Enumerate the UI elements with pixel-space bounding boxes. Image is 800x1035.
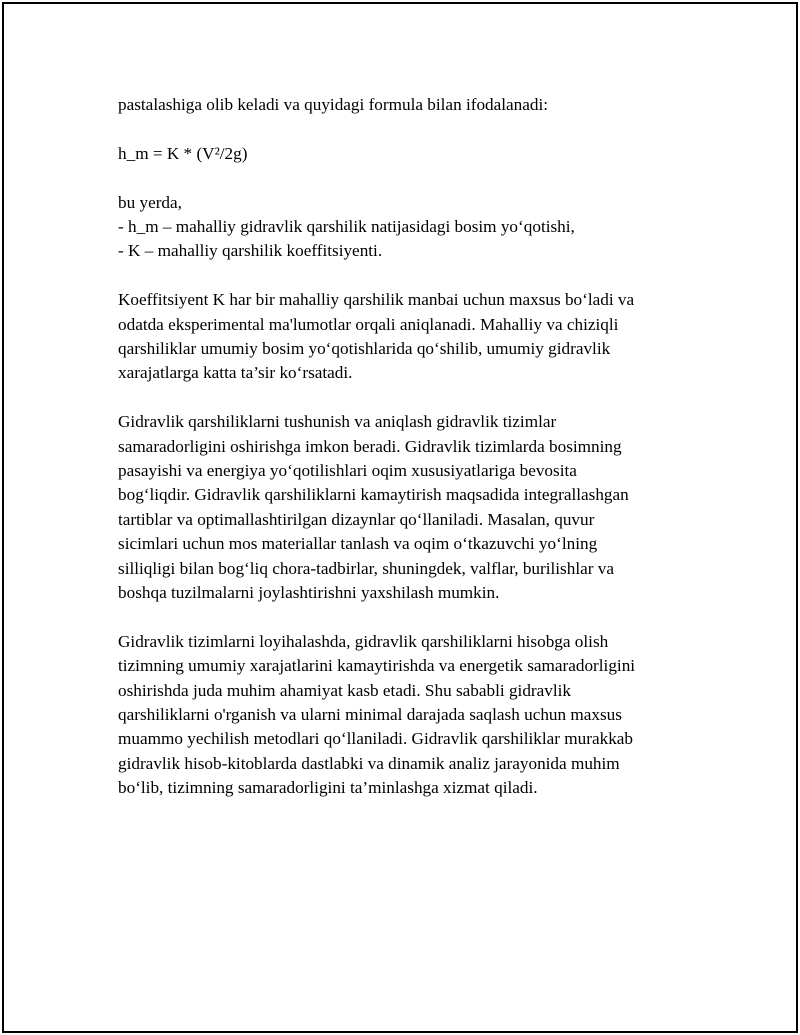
document-body [118, 93, 708, 801]
paragraph-line: qarshiliklarni o'rganish va ularni minimal darajada saqlash uchun maxsus [118, 705, 622, 725]
paragraph-gap [118, 166, 708, 190]
intro-paragraph [118, 93, 708, 117]
paragraph-line: Gidravlik tizimlarni loyihalashda, gidravlik qarshiliklarni hisobga olish [118, 631, 609, 651]
paragraph-gap [118, 117, 708, 141]
paragraph-line: bog‘liqdir. Gidravlik qarshiliklarni kamaytirish maqsadida integrallashgan [118, 485, 629, 505]
paragraph-line: oshirishda juda muhim ahamiyat kasb etadi. Shu sababli gidravlik [118, 680, 572, 700]
paragraph-line: boshqa tuzilmalarni joylashtirishni yaxshilash mumkin. [118, 583, 500, 603]
paragraph-line: tartiblar va optimallashtirilgan dizaynlar qo‘llaniladi. Masalan, quvur [118, 509, 595, 529]
paragraph-gap [118, 386, 708, 410]
paragraph-line: bo‘lib, tizimning samaradorligini ta’minlashga xizmat qiladi. [118, 778, 538, 798]
definition-item-k: - K – mahalliy qarshilik koeffitsiyenti. [118, 241, 383, 261]
paragraph-line: samaradorligini oshirishga imkon beradi. Gidravlik tizimlarda bosimning [118, 436, 622, 456]
paragraph-line: pasayishi va energiya yo‘qotilishlari oqim xususiyatlariga bevosita [118, 461, 577, 481]
paragraph-line: gidravlik hisob-kitoblarda dastlabki va dinamik analiz jarayonida muhim [118, 753, 620, 773]
paragraph-line: qarshiliklar umumiy bosim yo‘qotishlarida qo‘shilib, umumiy gidravlik [118, 339, 611, 359]
formula: h_m = K * (V²/2g) [118, 143, 248, 163]
intro-line: pastalashiga olib keladi va quyidagi formula bilan ifodalanadi: [118, 95, 549, 114]
definition-item-h-m: - h_m – mahalliy gidravlik qarshilik natijasidagi bosim yo‘qotishi, [118, 217, 575, 236]
definitions-lead: bu yerda, [118, 192, 182, 212]
paragraph-line: xarajatlarga katta ta’sir ko‘rsatadi. [118, 363, 353, 383]
paragraph-line: silliqligi bilan bog‘liq chora-tadbirlar, shuningdek, valflar, burilishlar va [118, 558, 614, 578]
paragraph-line: Koeffitsiyent K har bir mahalliy qarshilik manbai uchun maxsus bo‘ladi va [118, 290, 635, 310]
paragraph-line: muammo yechilish metodlari qo‘llaniladi. Gidravlik qarshiliklar murakkab [118, 729, 634, 749]
paragraph-line: tizimning umumiy xarajatlarini kamaytirishda va energetik samaradorligini [118, 656, 636, 676]
paragraph-line: Gidravlik qarshiliklarni tushunish va aniqlash gidravlik tizimlar [118, 412, 557, 432]
paragraph-line: sicimlari uchun mos materiallar tanlash va oqim o‘tkazuvchi yo‘lning [118, 534, 598, 554]
paragraph-gap [118, 605, 708, 629]
paragraph-gap [118, 264, 708, 288]
formula-paragraph [118, 142, 708, 166]
paragraph-line: odatda eksperimental ma'lumotlar orqali aniqlanadi. Mahalliy va chiziqli [118, 314, 619, 334]
paragraph-3 [118, 630, 708, 801]
paragraph-1 [118, 288, 708, 386]
definitions-block [118, 191, 708, 264]
paragraph-2 [118, 410, 708, 605]
